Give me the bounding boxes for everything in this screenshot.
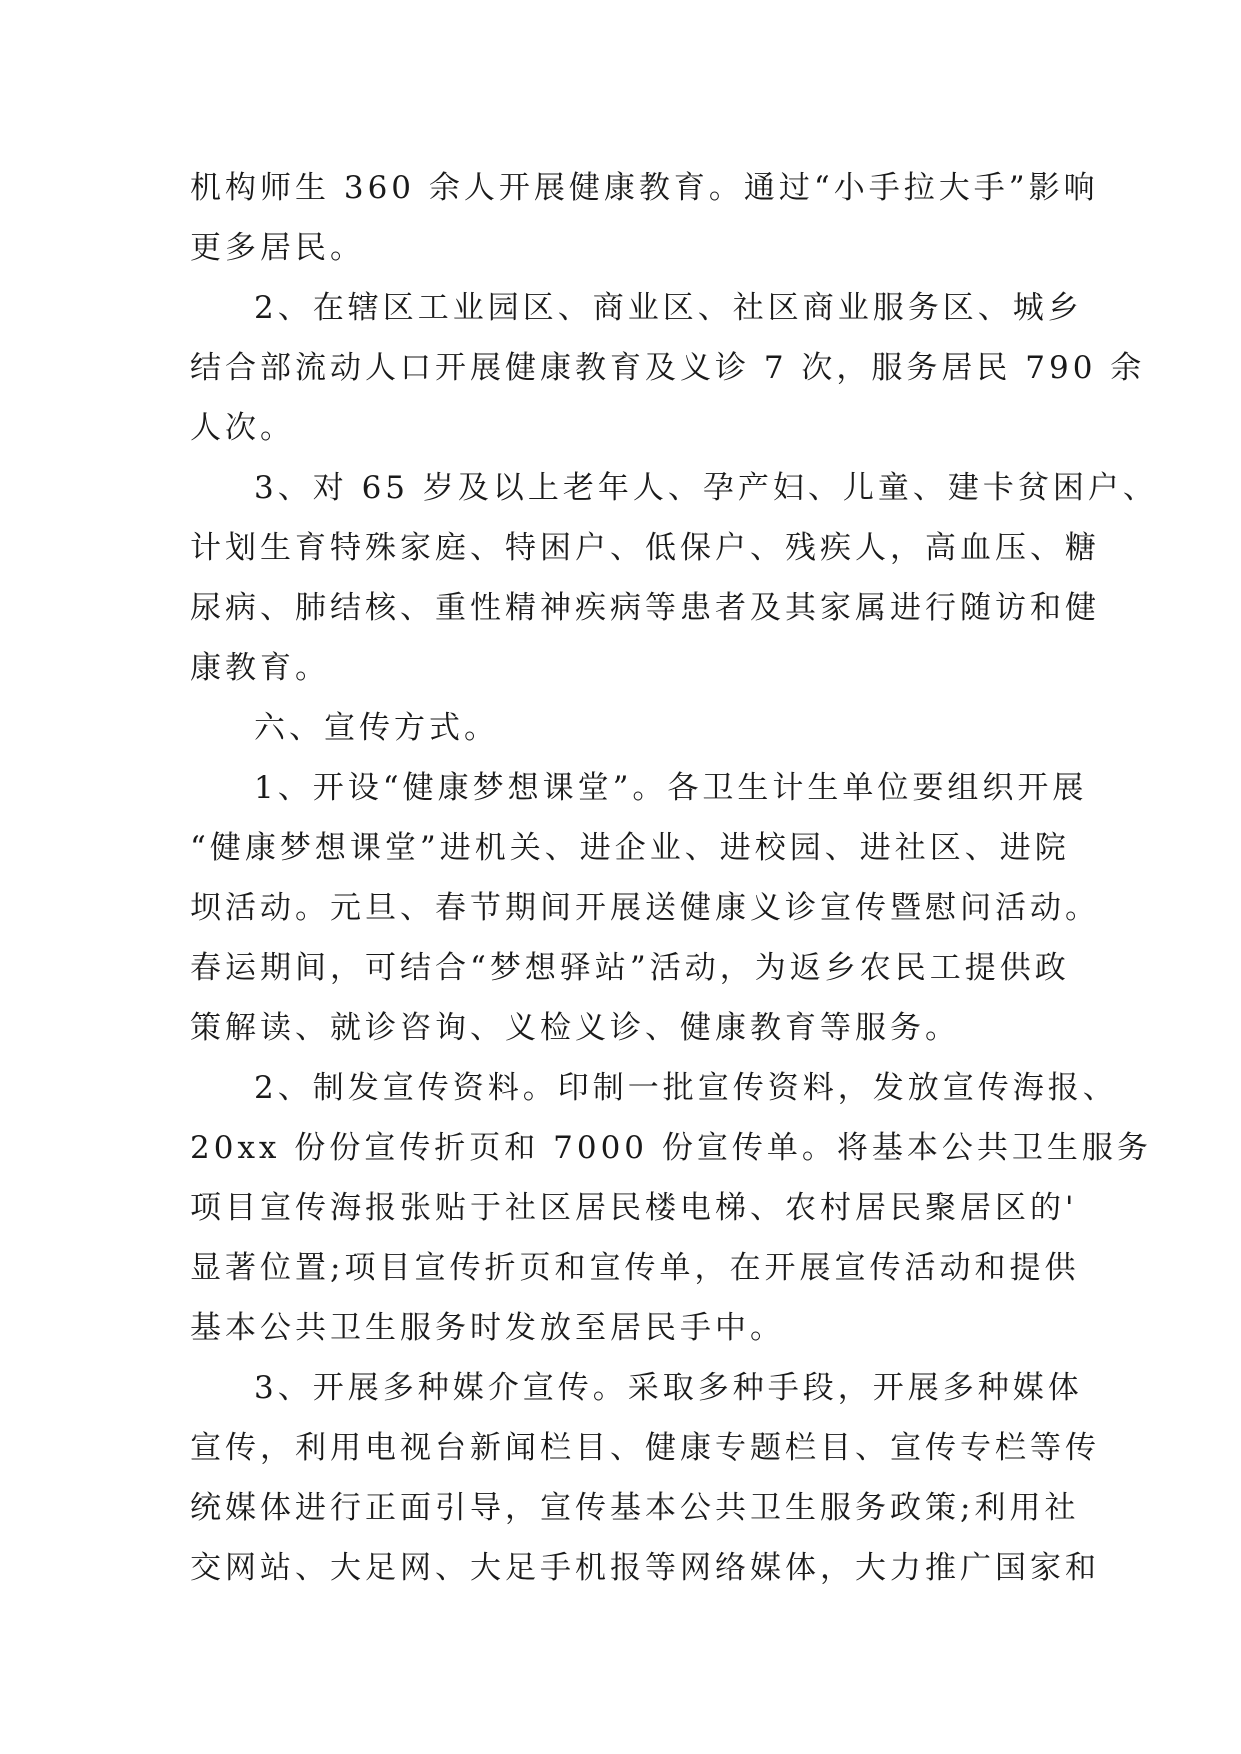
text-line: 尿病、肺结核、重性精神疾病等患者及其家属进行随访和健 [190,590,1100,626]
text-line: 结合部流动人口开展健康教育及义诊 7 次，服务居民 790 余 [190,350,1146,386]
text-line: 策解读、就诊咨询、义检义诊、健康教育等服务。 [190,1010,960,1046]
text-line: 人次。 [190,410,295,446]
text-line: 交网站、大足网、大足手机报等网络媒体，大力推广国家和 [190,1550,1100,1586]
text-line: 3、对 65 岁及以上老年人、孕产妇、儿童、建卡贫困户、 [254,470,1158,506]
text-line: 计划生育特殊家庭、特困户、低保户、残疾人，高血压、糖 [190,530,1100,566]
text-line: 显著位置;项目宣传折页和宣传单，在开展宣传活动和提供 [190,1250,1080,1286]
text-line: 2、制发宣传资料。印制一批宣传资料，发放宣传海报、 [254,1070,1118,1106]
text-line: 春运期间，可结合“梦想驿站”活动，为返乡农民工提供政 [190,950,1070,986]
text-line: 康教育。 [190,650,330,686]
document-body [190,158,1158,1598]
text-line: 1、开设“健康梦想课堂”。各卫生计生单位要组织开展 [254,770,1088,806]
text-line: 统媒体进行正面引导，宣传基本公共卫生服务政策;利用社 [190,1490,1080,1526]
text-line: 3、开展多种媒介宣传。采取多种手段，开展多种媒体 [254,1370,1083,1406]
text-line: 2、在辖区工业园区、商业区、社区商业服务区、城乡 [254,290,1083,326]
text-line: 宣传，利用电视台新闻栏目、健康专题栏目、宣传专栏等传 [190,1430,1100,1466]
text-line: 坝活动。元旦、春节期间开展送健康义诊宣传暨慰问活动。 [190,890,1100,926]
text-line: 基本公共卫生服务时发放至居民手中。 [190,1310,785,1346]
text-line: 项目宣传海报张贴于社区居民楼电梯、农村居民聚居区的' [190,1190,1078,1226]
text-line: 20xx 份份宣传折页和 7000 份宣传单。将基本公共卫生服务 [190,1130,1152,1166]
section-heading: 六、宣传方式。 [254,710,499,746]
text-line: 更多居民。 [190,230,365,266]
text-line: 机构师生 360 余人开展健康教育。通过“小手拉大手”影响 [190,170,1099,206]
text-line: “健康梦想课堂”进机关、进企业、进校园、进社区、进院 [190,830,1070,866]
